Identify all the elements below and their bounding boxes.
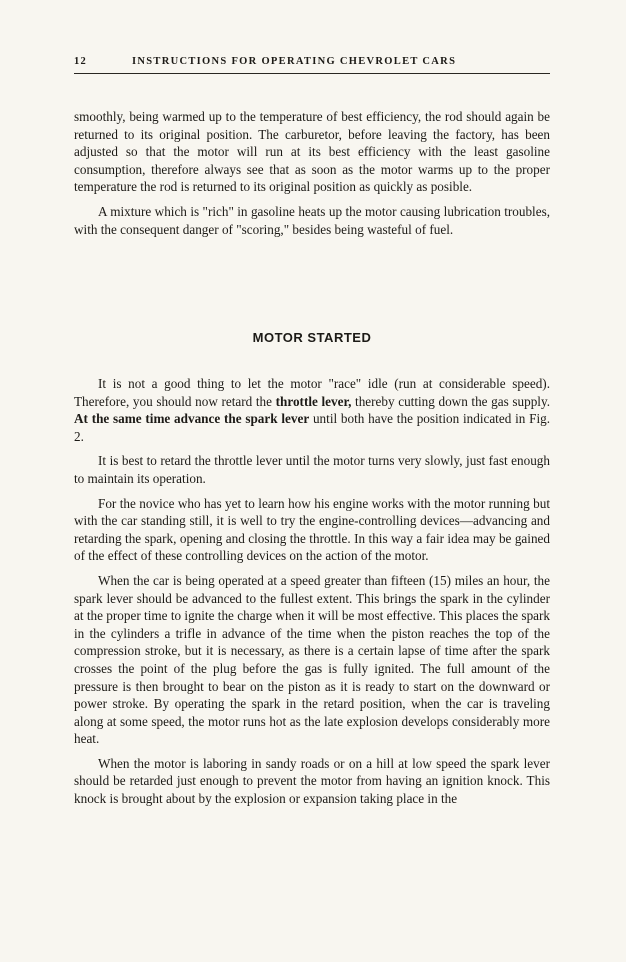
spark-lever-bold: At the same time advance the spark lever (74, 411, 310, 427)
running-title: INSTRUCTIONS FOR OPERATING CHEVROLET CARS (132, 56, 457, 67)
paragraph-speed: When the car is being operated at a speed greater than fifteen (15) miles an hour, the spark lever should be advanced to the fullest extent. This brings the spark in the cylinder at the proper time to ignite the charge when it will be most effective. This places the spark in the cylinders a trifle in advance of the time when the piston reaches the top of the compression stroke, but it is necessary, as there is a certain lapse of time after the spark crosses the point of the plug before the gas is fully ignited. The full amount of the pressure is then brought to bear on the piston as it is ready to start on the downward or power stroke. By operating the spark in the retard position, when the car is traveling along at some speed, the motor runs hot as the late explosion develops considerably more heat. (74, 572, 550, 747)
paragraph-rich-mixture: A mixture which is "rich" in gasoline heats up the motor causing lubrication troubles, with the consequent danger of "scoring," besides being wasteful of fuel. (74, 203, 550, 237)
intro-text (74, 108, 550, 245)
paragraph-retard: It is best to retard the throttle lever until the motor turns very slowly, just fast enough to maintain its operation. (74, 453, 550, 486)
header-rule (74, 73, 550, 74)
throttle-text-a: It is not a good thing to let the motor "race" idle (run at considerable speed). Therefore, you should now retard the (74, 376, 550, 409)
paragraph-carburetor: smoothly, being warmed up to the temperature of best efficiency, the rod should again be returned to its original position. The carburetor, before leaving the factory, has been adjusted so that the motor will run at its best efficiency with the least gasoline consumption, therefore always see that as soon as the motor warms up to the proper temperature the rod is returned to its original position as quickly as posible. (74, 109, 550, 195)
paragraph-throttle (74, 375, 550, 445)
section-heading: MOTOR STARTED (252, 330, 372, 345)
throttle-text-e: until both have the position indicated in Fig. 2. (74, 411, 550, 444)
throttle-text-c: thereby cutting down the gas supply. (351, 393, 551, 409)
page-number: 12 (74, 56, 88, 67)
paragraph-novice: For the novice who has yet to learn how his engine works with the motor running but with the car standing still, it is well to try the engine-controlling devices—advancing and retarding the spark, opening and closing the throttle. In this way a fair idea may be gained of the effect of these controlling devices on the action of the motor. (74, 495, 550, 564)
throttle-lever-bold: throttle lever, (275, 393, 352, 409)
section-text (74, 375, 550, 815)
paragraph-laboring: When the motor is laboring in sandy roads or on a hill at low speed the spark lever should be retarded just enough to prevent the motor from having an ignition knock. This knock is brought about by the explosion or expansion taking place in the (74, 755, 550, 807)
running-header (74, 55, 550, 69)
